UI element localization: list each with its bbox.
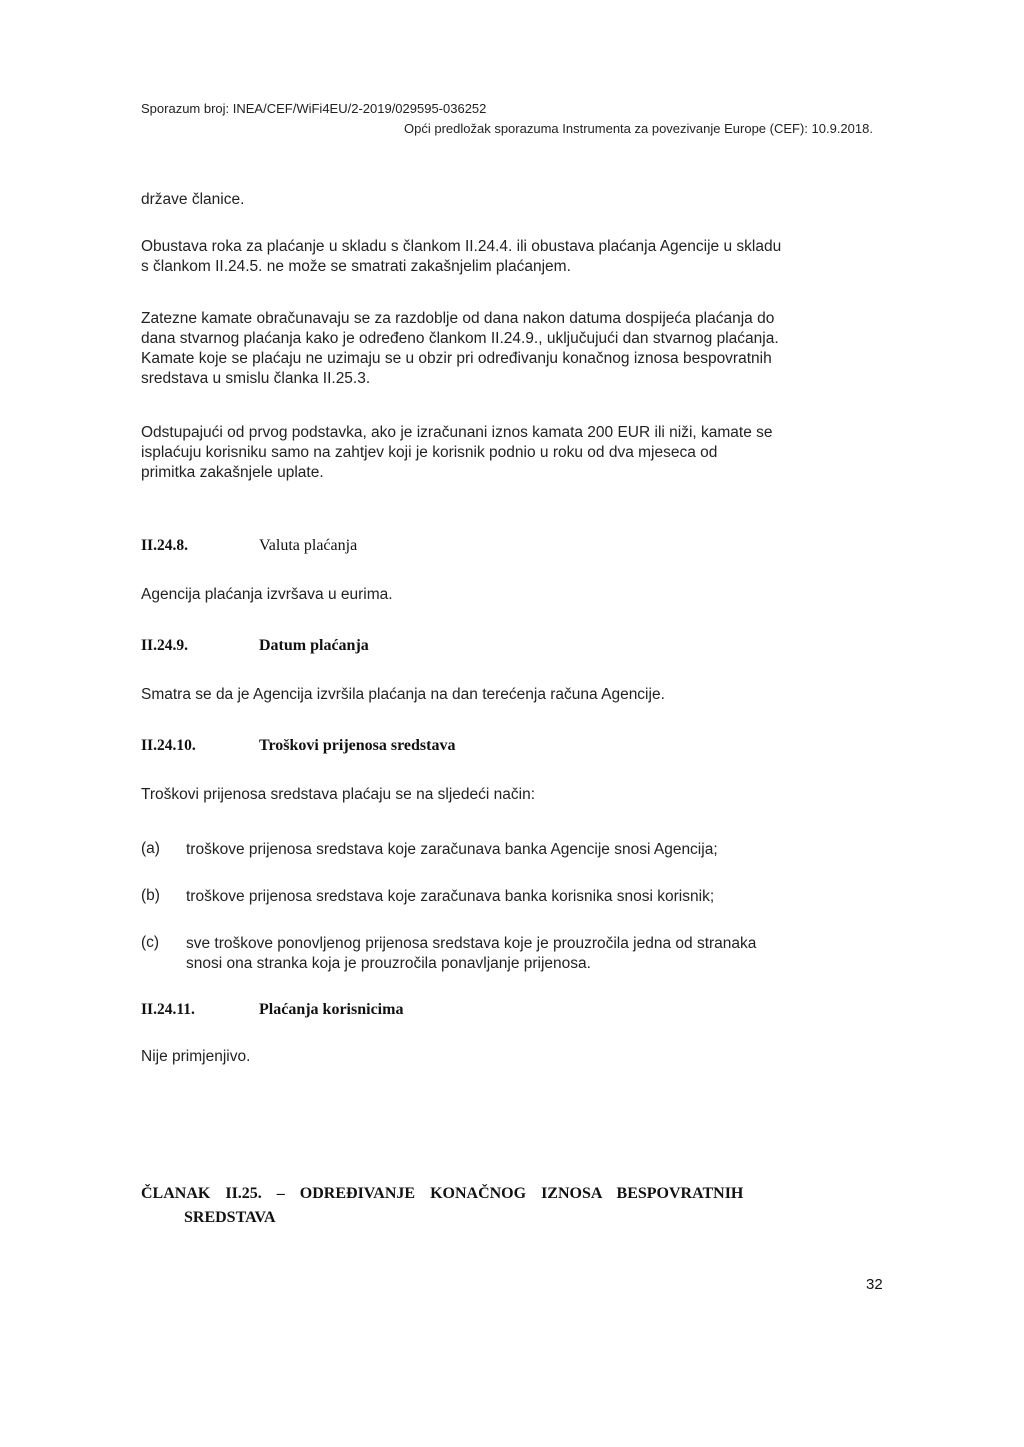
article-heading-line-2: SREDSTAVA (184, 1209, 276, 1226)
list-item-text: sve troškove ponovljenog prijenosa sredstava koje je prouzročila jedna od stranaka snosi ona stranka koja je prouzročila ponavljanje prijenosa. (186, 935, 757, 972)
paragraph-member-states: države članice. (141, 191, 245, 208)
section-title: Troškovi prijenosa sredstava (259, 737, 456, 754)
section-title: Plaćanja korisnicima (259, 1001, 404, 1018)
list-item-text: troškove prijenosa sredstava koje zaračunava banka korisnika snosi korisnik; (186, 888, 715, 905)
list-item-label: (a) (141, 840, 160, 857)
section-body: Agencija plaćanja izvršava u eurima. (141, 586, 393, 603)
section-body: Smatra se da je Agencija izvršila plaćanja na dan terećenja računa Agencije. (141, 686, 665, 703)
paragraph-suspension: Obustava roka za plaćanje u skladu s člankom II.24.4. ili obustava plaćanja Agencije u skladu s člankom II.24.5. ne može se smatrati zakašnjelim plaćanjem. (141, 238, 782, 275)
section-title: Datum plaćanja (259, 637, 369, 654)
section-body: Nije primjenjivo. (141, 1048, 251, 1065)
list-item-text: troškove prijenosa sredstava koje zaračunava banka Agencije snosi Agencija; (186, 841, 718, 858)
section-number: II.24.9. (141, 637, 188, 654)
section-number: II.24.11. (141, 1001, 195, 1018)
list-item-label: (b) (141, 887, 160, 904)
article-heading-line-1: ČLANAK II.25. – ODREĐIVANJE KONAČNOG IZNOSA BESPOVRATNIH (141, 1185, 744, 1202)
section-title: Valuta plaćanja (259, 537, 358, 554)
section-number: II.24.8. (141, 537, 188, 554)
paragraph-default-interest: Zatezne kamate obračunavaju se za razdoblje od dana nakon datuma dospijeća plaćanja do dana stvarnog plaćanja kako je određeno člankom II.24.9., uključujući dan stvarnog plaćanja. Kamate koje se plaćaju ne uzimaju se u obzir pri određivanju konačnog iznosa bespovratnih sredstava u smislu članka II.25.3. (141, 310, 779, 387)
section-number: II.24.10. (141, 737, 196, 754)
header-agreement-number: Sporazum broj: INEA/CEF/WiFi4EU/2-2019/029595-036252 (141, 101, 487, 116)
section-intro: Troškovi prijenosa sredstava plaćaju se na sljedeći način: (141, 786, 536, 803)
list-item-label: (c) (141, 934, 160, 951)
paragraph-derogation: Odstupajući od prvog podstavka, ako je izračunani iznos kamata 200 EUR ili niži, kamate se isplaćuju korisniku samo na zahtjev koji je korisnik podnio u roku od dva mjeseca od primitka zakašnjele uplate. (141, 424, 773, 481)
header-template-version: Opći predložak sporazuma Instrumenta za povezivanje Europe (CEF): 10.9.2018. (404, 121, 873, 136)
page-number: 32 (866, 1276, 883, 1293)
